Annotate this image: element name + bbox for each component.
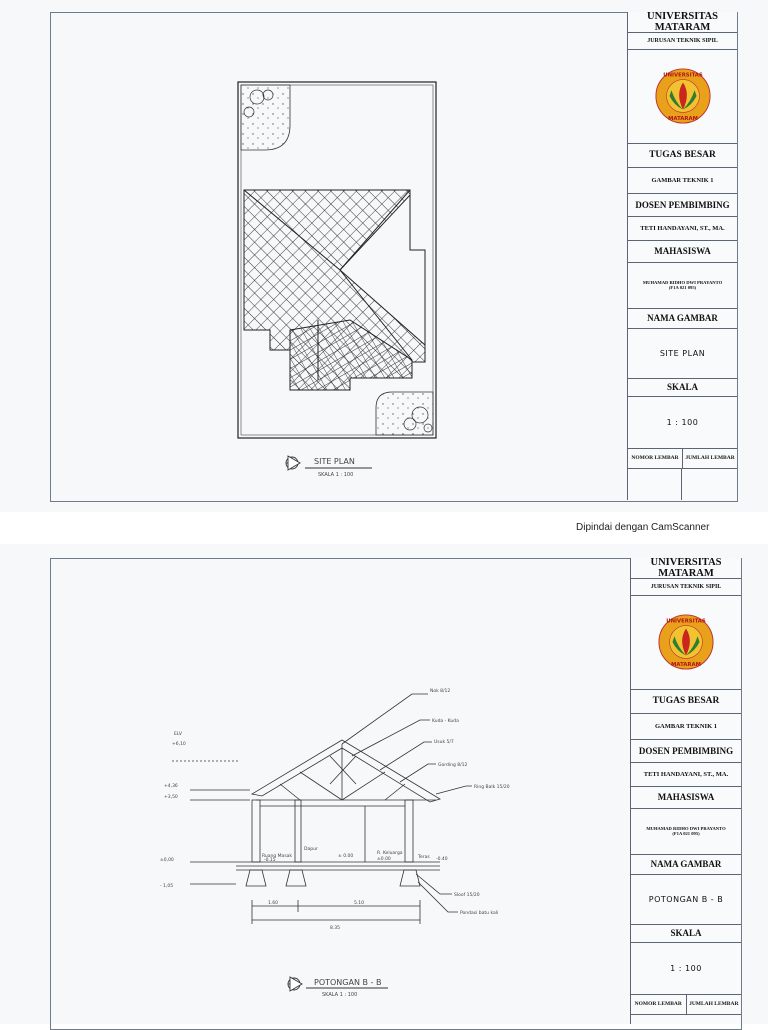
university-logo [631,595,741,690]
svg-text:Sloof 15/20: Sloof 15/20 [454,893,480,898]
wall-right [405,800,413,862]
wall-mid [295,800,301,862]
drawing-sheet-section [0,544,768,1024]
svg-text:±0,00: ±0,00 [160,858,174,863]
garden-area-bottom [376,392,433,435]
drawing-name: POTONGAN B - B [631,874,741,925]
svg-text:+6,10: +6,10 [172,742,186,747]
title-block [627,12,737,500]
site-plan-caption-title: SITE PLAN [314,457,355,466]
svg-text:Nok 8/12: Nok 8/12 [430,689,451,694]
scale-heading: SKALA [628,378,737,397]
camscanner-note: Dipindai dengan CamScanner [576,522,710,533]
drawing-name-heading: NAMA GAMBAR [628,308,737,329]
student-heading: MAHASISWA [631,786,741,809]
svg-text:8.35: 8.35 [330,926,341,931]
svg-text:- 1,05: - 1,05 [160,884,174,889]
leader-line [342,694,428,744]
svg-text:R. Keluarga: R. Keluarga [377,851,403,856]
university-name: UNIVERSITAS MATARAM [631,558,741,579]
svg-text:Ring Balk 15/20: Ring Balk 15/20 [474,785,510,790]
drawing-sheet-site-plan [0,0,768,512]
university-logo [628,49,737,144]
task-heading: TUGAS BESAR [628,143,737,168]
svg-text:Gording 8/12: Gording 8/12 [438,763,468,768]
svg-text:-0.15: -0.15 [264,858,276,863]
site-plan-drawing [0,0,620,500]
svg-text:MATARAM: MATARAM [671,662,701,669]
leader-line [380,742,432,770]
supervisor-name: TETI HANDAYANI, ST., MA. [628,216,737,241]
student-heading: MAHASISWA [628,240,737,263]
svg-text:Pondasi batu kali: Pondasi batu kali [460,911,499,916]
svg-text:± 0.00: ± 0.00 [338,854,354,859]
student-id: (F1A 021 095) [668,285,697,290]
section-caption-scale: SKALA 1 : 100 [322,992,358,998]
university-logo-icon [657,613,715,671]
drawing-name: SITE PLAN [628,328,737,379]
drawing-name-heading: NAMA GAMBAR [631,854,741,875]
svg-text:-0.40: -0.40 [436,857,448,862]
svg-text:5.10: 5.10 [354,901,365,906]
svg-text:MATARAM: MATARAM [667,116,698,123]
svg-text:Usuk 5/7: Usuk 5/7 [434,740,454,745]
foundation-icon [400,870,420,886]
svg-text:UNIVERSITAS: UNIVERSITAS [662,72,703,79]
leader-line [436,786,472,794]
svg-text:+3,50: +3,50 [164,795,178,800]
department-name: JURUSAN TEKNIK SIPIL [628,32,737,50]
svg-text:Dapur: Dapur [304,847,318,852]
svg-text:Teras: Teras [418,855,430,860]
sheet-number-row [631,994,741,1024]
leader-line [416,874,452,894]
sheet-number-divider [681,468,682,500]
scale-value: 1 : 100 [631,942,741,995]
sheet-number-label: NOMOR LEMBAR [628,448,683,469]
scale-value: 1 : 100 [628,396,737,449]
sheet-count-label: JUMLAH LEMBAR [687,994,742,1015]
site-plan-caption-scale: SKALA 1 : 100 [318,472,354,478]
university-name: UNIVERSITAS MATARAM [628,12,737,33]
garden-area-top [241,85,290,150]
sheet-number-row [628,448,737,500]
section-drawing [0,544,620,1024]
department-name: JURUSAN TEKNIK SIPIL [631,578,741,596]
svg-text:ELV: ELV [174,732,182,737]
course-name: GAMBAR TEKNIK 1 [628,167,737,194]
student-name: MUHAMAD RIDHO DWI PRAYANTO [642,280,723,285]
foundation-icon [286,870,306,886]
leader-line [352,720,430,756]
section-caption-title: POTONGAN B - B [314,978,382,987]
svg-text:Kuda - Kuda: Kuda - Kuda [432,719,459,724]
student-id: (F1A 021 095) [672,831,700,836]
course-name: GAMBAR TEKNIK 1 [631,713,741,740]
student-name: MUHAMAD RIDHO DWI PRAYANTO [646,826,726,831]
svg-text:+4,36: +4,36 [164,784,178,789]
title-block [630,558,741,1024]
wall-left [252,800,260,862]
leader-line [418,882,458,912]
supervisor-heading: DOSEN PEMBIMBING [628,193,737,217]
svg-text:UNIVERSITAS: UNIVERSITAS [666,618,706,625]
svg-text:1.60: 1.60 [268,901,279,906]
scale-heading: SKALA [631,924,741,943]
svg-text:Ruang Masak: Ruang Masak [262,854,293,859]
student-info [631,808,741,855]
supervisor-heading: DOSEN PEMBIMBING [631,739,741,763]
foundation-icon [246,870,266,886]
supervisor-name: TETI HANDAYANI, ST., MA. [631,762,741,787]
task-heading: TUGAS BESAR [631,689,741,714]
sheet-number-label: NOMOR LEMBAR [631,994,687,1015]
sheet-count-label: JUMLAH LEMBAR [683,448,737,469]
student-info [628,262,737,309]
svg-text:±0.00: ±0.00 [377,857,391,862]
university-logo-icon [654,67,712,125]
